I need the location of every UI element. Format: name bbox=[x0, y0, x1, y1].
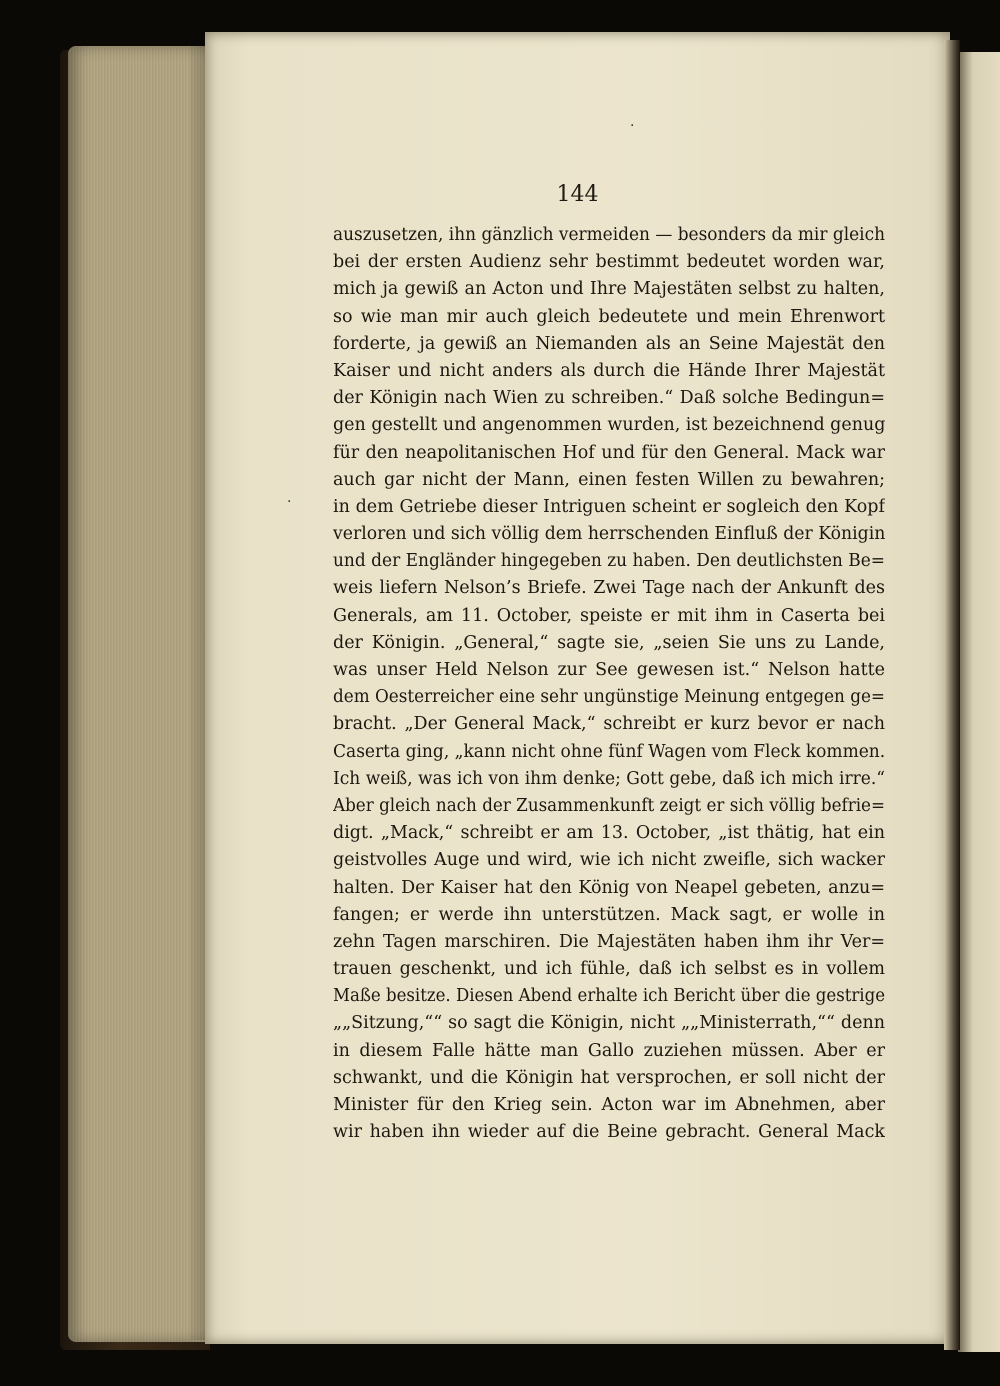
text-line: mich ja gewiß an Acton und Ihre Majestäten selbst zu halten, bbox=[333, 279, 885, 300]
text-line: Maße besitze. Diesen Abend erhalte ich Bericht über die gestrige bbox=[333, 986, 885, 1007]
text-line: halten. Der Kaiser hat den König von Neapel gebeten, anzu= bbox=[333, 877, 885, 898]
text-line: auszusetzen, ihn gänzlich vermeiden — besonders da mir gleich bbox=[333, 225, 885, 245]
text-line: Aber gleich nach der Zusammenkunft zeigt er sich völlig befrie= bbox=[333, 795, 885, 816]
text-line: zehn Tagen marschiren. Die Majestäten haben ihm ihr Ver= bbox=[333, 931, 885, 952]
text-line: digt. „Mack,“ schreibt er am 13. October, „ist thätig, hat ein bbox=[333, 823, 885, 844]
text-line: trauen geschenkt, und ich fühle, daß ich selbst es in vollem bbox=[333, 959, 885, 980]
book-gutter bbox=[944, 40, 960, 1350]
text-line: „„Sitzung,““ so sagt die Königin, nicht „„Ministerrath,““ denn bbox=[333, 1013, 885, 1034]
text-line: schwankt, und die Königin hat versprochen, er soll nicht der bbox=[333, 1067, 885, 1088]
text-line: der Königin nach Wien zu schreiben.“ Daß solche Bedingun= bbox=[333, 388, 885, 409]
text-line: wir haben ihn wieder auf die Beine gebracht. General Mack bbox=[333, 1122, 885, 1143]
text-line: so wie man mir auch gleich bedeutete und mein Ehrenwort bbox=[333, 306, 885, 327]
text-line: für den neapolitanischen Hof und für den General. Mack war bbox=[333, 442, 885, 463]
text-line: forderte, ja gewiß an Niemanden als an Seine Majestät den bbox=[333, 333, 885, 354]
text-line: geistvolles Auge und wird, wie ich nicht zweifle, sich wacker bbox=[333, 850, 885, 871]
text-line: Ich weiß, was ich von ihm denke; Gott gebe, daß ich mich irre.“ bbox=[333, 768, 885, 789]
speck-mark: · bbox=[630, 118, 635, 134]
text-line: verloren und sich völlig dem herrschenden Einfluß der Königin bbox=[333, 524, 885, 545]
text-line: in diesem Falle hätte man Gallo zuziehen müssen. Aber er bbox=[333, 1040, 885, 1061]
text-line: Caserta ging, „kann nicht ohne fünf Wagen vom Fleck kommen. bbox=[333, 741, 885, 762]
text-line: und der Engländer hingegeben zu haben. Den deutlichsten Be= bbox=[333, 551, 885, 572]
page-edges bbox=[68, 46, 208, 1342]
text-line: was unser Held Nelson zur See gewesen ist.“ Nelson hatte bbox=[333, 660, 885, 680]
text-line: bracht. „Der General Mack,“ schreibt er kurz bevor er nach bbox=[333, 714, 885, 735]
speck-mark: · bbox=[287, 494, 292, 510]
next-page-edge bbox=[958, 52, 1000, 1352]
text-line: gen gestellt und angenommen wurden, ist bezeichnend genug bbox=[333, 415, 885, 436]
text-line: in dem Getriebe dieser Intriguen scheint er sogleich den Kopf bbox=[333, 496, 885, 517]
text-line: der Königin. „General,“ sagte sie, „seien Sie uns zu Lande, bbox=[333, 632, 885, 653]
page-number: 144 bbox=[556, 182, 599, 207]
text-line: weis liefern Nelson’s Briefe. Zwei Tage nach der Ankunft des bbox=[333, 578, 885, 599]
text-line: dem Oesterreicher eine sehr ungünstige Meinung entgegen ge= bbox=[333, 687, 885, 708]
text-line: Kaiser und nicht anders als durch die Hände Ihrer Majestät bbox=[333, 360, 885, 381]
text-line: Minister für den Krieg sein. Acton war im Abnehmen, aber bbox=[333, 1095, 885, 1115]
text-line: bei der ersten Audienz sehr bestimmt bedeutet worden war, bbox=[333, 252, 885, 273]
text-line: Generals, am 11. October, speiste er mit ihm in Caserta bei bbox=[333, 605, 885, 626]
text-line: auch gar nicht der Mann, einen festen Willen zu bewahren; bbox=[333, 469, 885, 490]
text-line: fangen; er werde ihn unterstützen. Mack sagt, er wolle in bbox=[333, 904, 885, 925]
book-page bbox=[205, 32, 950, 1344]
body-text bbox=[333, 222, 885, 1146]
